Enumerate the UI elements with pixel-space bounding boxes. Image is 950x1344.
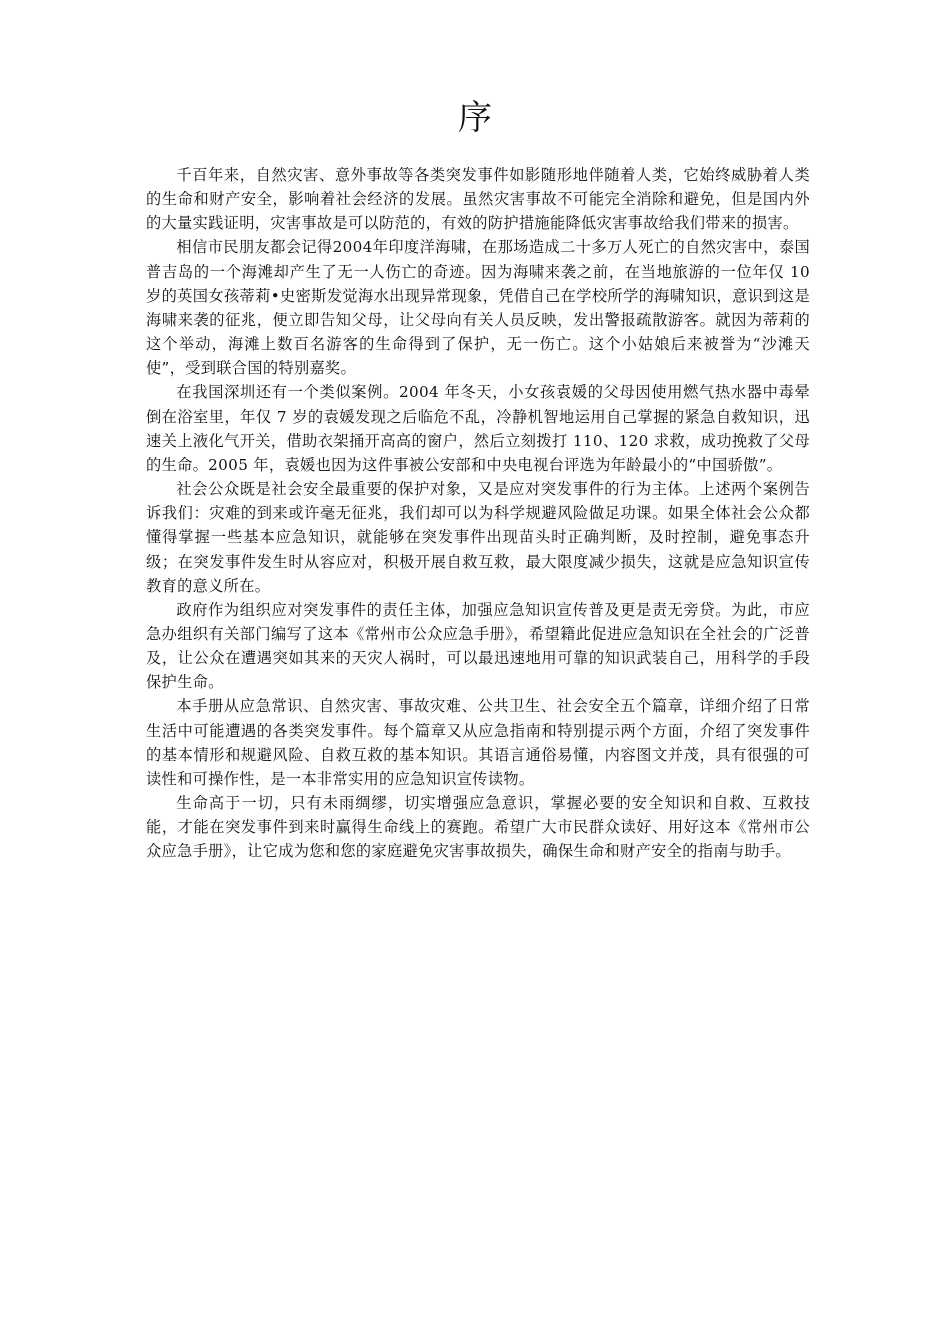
paragraph-4: 社会公众既是社会安全最重要的保护对象，又是应对突发事件的行为主体。上述两个案例告诉我们：灾难的到来或许毫无征兆，我们却可以为科学规避风险做足功课。如果全体社会公众都懂得掌握一些基本应急知识，就能够在突发事件出现苗头时正确判断，及时控制，避免事态升级；在突发事件发生时从容应对，积极开展自救互救，最大限度减少损失，这就是应急知识宣传教育的意义所在。 <box>146 480 810 595</box>
paragraph-5: 政府作为组织应对突发事件的责任主体，加强应急知识宣传普及更是责无旁贷。为此，市应急办组织有关部门编写了这本《常州市公众应急手册》，希望籍此促进应急知识在全社会的广泛普及，让公众在遭遇突如其来的天灾人祸时，可以最迅速地用可靠的知识武装自己，用科学的手段保护生命。 <box>146 600 810 692</box>
paragraph-6: 本手册从应急常识、自然灾害、事故灾难、公共卫生、社会安全五个篇章，详细介绍了日常生活中可能遭遇的各类突发事件。每个篇章又从应急指南和特别提示两个方面，介绍了突发事件的基本情形和规避风险、自救互救的基本知识。其语言通俗易懂，内容图文并茂，具有很强的可读性和可操作性，是一本非常实用的应急知识宣传读物。 <box>146 697 810 788</box>
paragraph-2: 相信市民朋友都会记得2004年印度洋海啸，在那场造成二十多万人死亡的自然灾害中，泰国普吉岛的一个海滩却产生了无一人伤亡的奇迹。因为海啸来袭之前，在当地旅游的一位年仅 10 岁的英国女孩蒂莉•史密斯发觉海水出现异常现象，凭借自己在学校所学的海啸知识，意识到这是海啸来袭的征兆，便立即告知父母，让父母向有关人员反映，发出警报疏散游客。就因为蒂莉的这个举动，海滩上数百名游客的生命得到了保护，无一伤亡。这个小姑娘后来被誉为“沙滩天使”，受到联合国的特别嘉奖。 <box>146 238 810 378</box>
paragraph-3: 在我国深圳还有一个类似案例。2004 年冬天，小女孩袁媛的父母因使用燃气热水器中毒晕倒在浴室里，年仅 7 岁的袁媛发现之后临危不乱，冷静机智地运用自己掌握的紧急自救知识，迅速关上液化气开关，借助衣架捅开高高的窗户，然后立刻拨打 110、120 求救，成功挽救了父母的生命。2005 年，袁媛也因为这件事被公安部和中央电视台评选为年龄最小的“中国骄傲”。 <box>146 383 810 474</box>
page-title: 序 <box>458 98 492 138</box>
paragraph-7: 生命高于一切，只有未雨绸缪，切实增强应急意识，掌握必要的安全知识和自救、互救技能，才能在突发事件到来时赢得生命线上的赛跑。希望广大市民群众读好、用好这本《常州市公众应急手册》，让它成为您和您的家庭避免灾害事故损失，确保生命和财产安全的指南与助手。 <box>146 794 810 861</box>
paragraph-1: 千百年来，自然灾害、意外事故等各类突发事件如影随形地伴随着人类，它始终威胁着人类的生命和财产安全，影响着社会经济的发展。虽然灾害事故不可能完全消除和避免，但是国内外的大量实践证明，灾害事故是可以防范的，有效的防护措施能降低灾害事故给我们带来的损害。 <box>146 166 810 233</box>
preface-body <box>146 163 810 864</box>
